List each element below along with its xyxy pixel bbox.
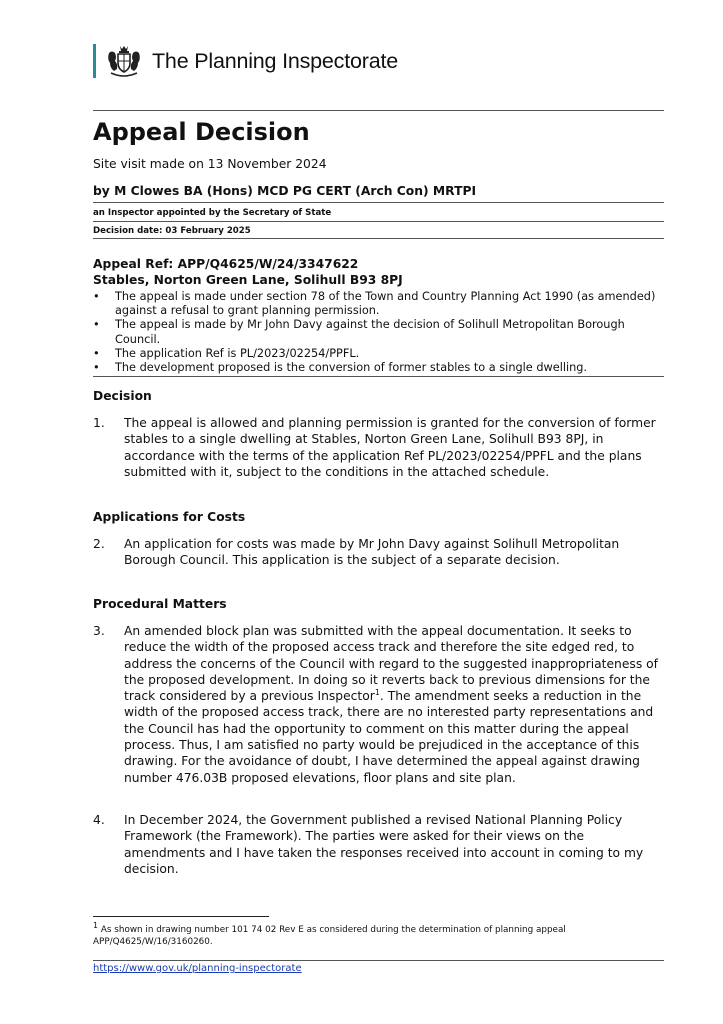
paragraph-2	[93, 536, 664, 569]
footnote-text: As shown in drawing number 101 74 02 Rev E as considered during the determination of planning appeal APP/Q4625/W/16/3160260.	[93, 925, 566, 947]
paragraph-text: An amended block plan was submitted with the appeal documentation. It seeks to reduce the width of the proposed access track and therefore the site edged red, to address the concerns of the Council with regard to the suggested inappropriateness of the proposed development. In doing so it reverts back to previous dimensions for the track considered by a previous Inspector	[124, 624, 658, 704]
paragraph-text: The appeal is allowed and planning permission is granted for the conversion of former stables to a single dwelling at Stables, Norton Green Lane, Solihull B93 8PJ, in accordance with the terms of the application Ref PL/2023/02254/PPFL and the plans submitted with it, subject to the conditions in the attached schedule.	[124, 416, 656, 479]
page-title: Appeal Decision	[93, 118, 310, 146]
decision-date: Decision date: 03 February 2025	[93, 226, 251, 236]
organisation-name: The Planning Inspectorate	[152, 48, 398, 73]
paragraph-3	[93, 623, 664, 786]
list-item: • The appeal is made by Mr John Davy against the decision of Solihull Metropolitan Borough Council.	[93, 318, 664, 346]
paragraph-text: An application for costs was made by Mr John Davy against Solihull Metropolitan Borough Council. This application is the subject of a separate decision.	[124, 537, 620, 568]
appointed-by: an Inspector appointed by the Secretary of State	[93, 208, 332, 218]
footnote-mark: 1	[93, 921, 99, 931]
paragraph-text: In December 2024, the Government published a revised National Planning Policy Framework (the Framework). The parties were asked for their views on the amendments and I have taken the responses received into account in coming to my decision.	[124, 813, 644, 876]
summary-list	[93, 290, 664, 375]
divider	[93, 238, 664, 239]
paragraph-number: 2.	[93, 537, 105, 551]
list-item: • The appeal is made under section 78 of the Town and Country Planning Act 1990 (as amended) against a refusal to grant planning permission.	[93, 290, 664, 318]
divider	[93, 221, 664, 222]
footnote	[93, 921, 664, 948]
header-logo	[93, 44, 398, 78]
site-address: Stables, Norton Green Lane, Solihull B93 8PJ	[93, 273, 403, 287]
divider	[93, 376, 664, 377]
section-heading-procedural: Procedural Matters	[93, 597, 227, 611]
paragraph-number: 4.	[93, 813, 105, 827]
divider	[93, 202, 664, 203]
section-heading-costs: Applications for Costs	[93, 510, 246, 524]
royal-coat-of-arms-icon	[106, 44, 142, 78]
paragraph-text: . The amendment seeks a reduction in the width of the proposed access track, there are no interested party representations and the Council has had the opportunity to comment on this matter during the appeal process. Thus, I am satisfied no party would be prejudiced in the acceptance of this drawing. For the avoidance of doubt, I have determined the appeal against drawing number 476.03B proposed elevations, floor plans and site plan.	[124, 689, 654, 785]
footnote-reference: 1	[374, 688, 380, 698]
paragraph-number: 1.	[93, 416, 105, 430]
paragraph-4	[93, 812, 664, 877]
site-visit-date: Site visit made on 13 November 2024	[93, 157, 327, 171]
header-rule	[93, 110, 664, 111]
footnote-rule	[93, 916, 269, 917]
paragraph-number: 3.	[93, 624, 105, 638]
accent-bar	[93, 44, 96, 78]
list-item: • The application Ref is PL/2023/02254/PPFL.	[93, 347, 664, 361]
list-item: • The development proposed is the conversion of former stables to a single dwelling.	[93, 361, 664, 375]
inspector-name: by M Clowes BA (Hons) MCD PG CERT (Arch Con) MRTPI	[93, 184, 477, 198]
paragraph-1	[93, 415, 664, 480]
footer-website-link[interactable]: https://www.gov.uk/planning-inspectorate	[93, 963, 302, 974]
footer-rule	[93, 960, 664, 961]
section-heading-decision: Decision	[93, 389, 152, 403]
appeal-reference: Appeal Ref: APP/Q4625/W/24/3347622	[93, 257, 359, 271]
